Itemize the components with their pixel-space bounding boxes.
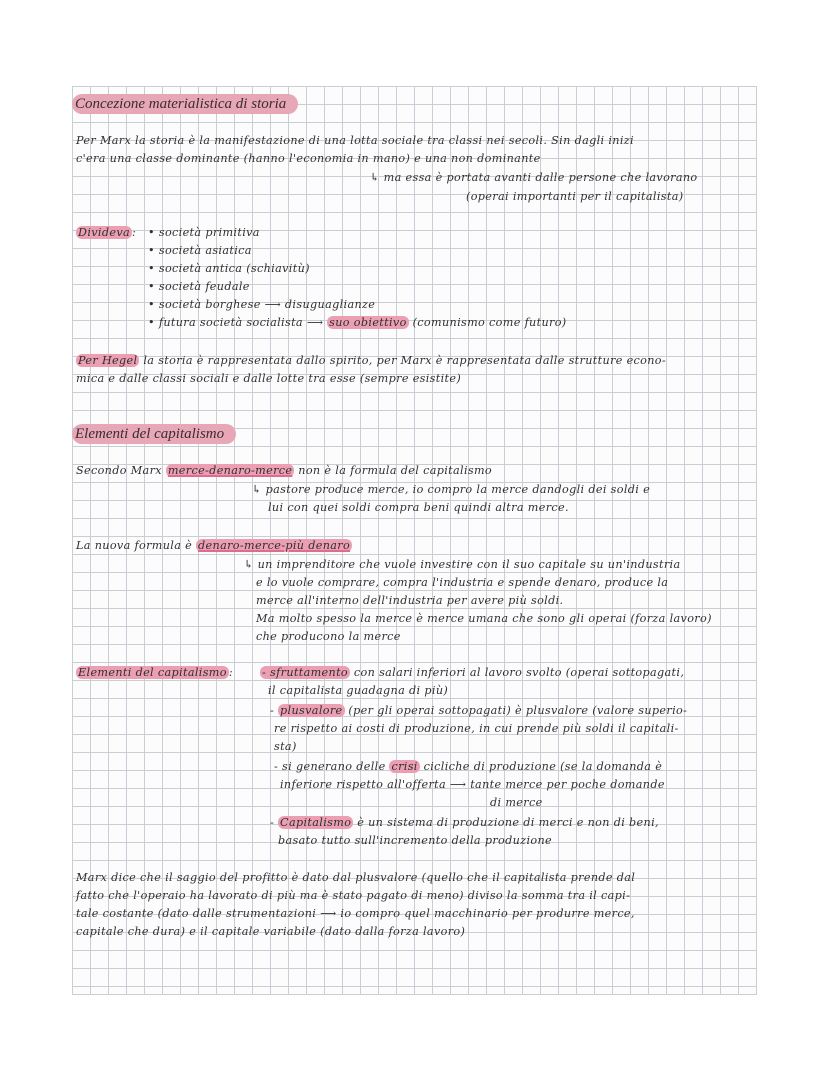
element-line: il capitalista guadagna di più)	[268, 684, 449, 697]
arrow-note: ↳ ma essa è portata avanti dalle persone che lavorano	[370, 171, 698, 184]
future-highlight: suo obiettivo	[329, 316, 407, 329]
intro-line: Per Marx la storia è la manifestazione di una lotta sociale tra classi nei secoli. Sin dagli inizi	[76, 134, 634, 147]
el4-rest: è un sistema di produzione di merci e non di beni,	[357, 816, 659, 829]
new-formula-prefix: La nuova formula è	[76, 539, 193, 552]
list-item: • società antica (schiavitù)	[148, 262, 310, 275]
hegel-line	[76, 353, 666, 368]
formula-highlight: merce-denaro-merce	[167, 464, 293, 477]
list-item: • società borghese ⟶ disuguaglianze	[148, 298, 376, 311]
list-item: • società primitiva	[148, 226, 260, 239]
element-line: sta)	[274, 740, 297, 753]
arrow-note: che producono la merce	[256, 630, 401, 643]
element-item	[274, 759, 662, 774]
arrow-note: lui con quei soldi compra beni quindi altra merce.	[268, 501, 569, 514]
elements-label: Elementi del capitalismo	[78, 666, 227, 679]
hegel-line: mica e dalle classi sociali e dalle lotte tra esse (sempre esistite)	[76, 372, 462, 385]
section-title-capitalism-elements: Elementi del capitalismo	[72, 424, 236, 444]
arrow-note: (operai importanti per il capitalista)	[466, 190, 684, 203]
el1-rest: con salari inferiori al lavoro svolto (operai sottopagati,	[353, 666, 685, 679]
el3-prefix: - si generano delle	[274, 760, 386, 773]
hegel-label: Per Hegel	[78, 354, 138, 367]
arrow-note: Ma molto spesso la merce è merce umana che sono gli operai (forza lavoro)	[256, 612, 712, 625]
el3-highlight: crisi	[391, 760, 418, 773]
el2-highlight: plusvalore	[280, 704, 343, 717]
arrow-note: ↳ pastore produce merce, io compro la merce dandogli dei soldi e	[252, 483, 651, 496]
future-prefix: • futura società socialista ⟶	[148, 316, 324, 329]
list-item-future	[148, 315, 567, 330]
elements-heading	[76, 665, 233, 680]
intro-line: c'era una classe dominante (hanno l'economia in mano) e una non dominante	[76, 152, 541, 165]
el4-prefix: -	[270, 816, 275, 829]
divides-heading	[76, 225, 136, 240]
element-line: basato tutto sull'incremento della produzione	[278, 834, 552, 847]
final-paragraph-line: fatto che l'operaio ha lavorato di più ma è stato pagato di meno) diviso la somma tra il capi-	[76, 889, 631, 902]
el1-highlight: - sfruttamento	[262, 666, 348, 679]
divides-label: Divideva	[78, 226, 131, 239]
future-suffix: (comunismo come futuro)	[412, 316, 567, 329]
element-line: di merce	[490, 796, 543, 809]
element-item	[260, 665, 684, 680]
divides-colon: :	[132, 226, 137, 239]
hegel-text: la storia è rappresentata dallo spirito, per Marx è rappresentata dalle strutture econo-	[143, 354, 667, 367]
new-formula-line	[76, 538, 352, 553]
el3-rest: cicliche di produzione (se la domanda è	[423, 760, 663, 773]
element-line: re rispetto ai costi di produzione, in cui prende più soldi il capitali-	[274, 722, 679, 735]
new-formula-highlight: denaro-merce-più denaro	[198, 539, 351, 552]
list-item: • società asiatica	[148, 244, 252, 257]
el2-rest: (per gli operai sottopagati) è plusvalore (valore superio-	[348, 704, 688, 717]
arrow-note: e lo vuole comprare, compra l'industria e spende denaro, produce la	[256, 576, 669, 589]
el4-highlight: Capitalismo	[280, 816, 352, 829]
final-paragraph-line: capitale che dura) e il capitale variabile (dato dalla forza lavoro)	[76, 925, 466, 938]
element-line: inferiore rispetto all'offerta ⟶ tante merce per poche domande	[280, 778, 665, 791]
formula-suffix: non è la formula del capitalismo	[298, 464, 493, 477]
element-item	[270, 703, 687, 718]
formula-line	[76, 463, 492, 478]
formula-prefix: Secondo Marx	[76, 464, 162, 477]
section-title-materialistic-history: Concezione materialistica di storia	[72, 94, 298, 114]
element-item	[270, 815, 659, 830]
final-paragraph-line: tale costante (dato dalle strumentazioni ⟶ io compro quel macchinario per produrre merce,	[76, 907, 635, 920]
el2-prefix: -	[270, 704, 275, 717]
list-item: • società feudale	[148, 280, 250, 293]
arrow-note: merce all'interno dell'industria per avere più soldi.	[256, 594, 564, 607]
elements-colon: :	[228, 666, 233, 679]
final-paragraph-line: Marx dice che il saggio del profitto è dato dal plusvalore (quello che il capitalista prende dal	[76, 871, 636, 884]
arrow-note: ↳ un imprenditore che vuole investire con il suo capitale su un'industria	[244, 558, 681, 571]
